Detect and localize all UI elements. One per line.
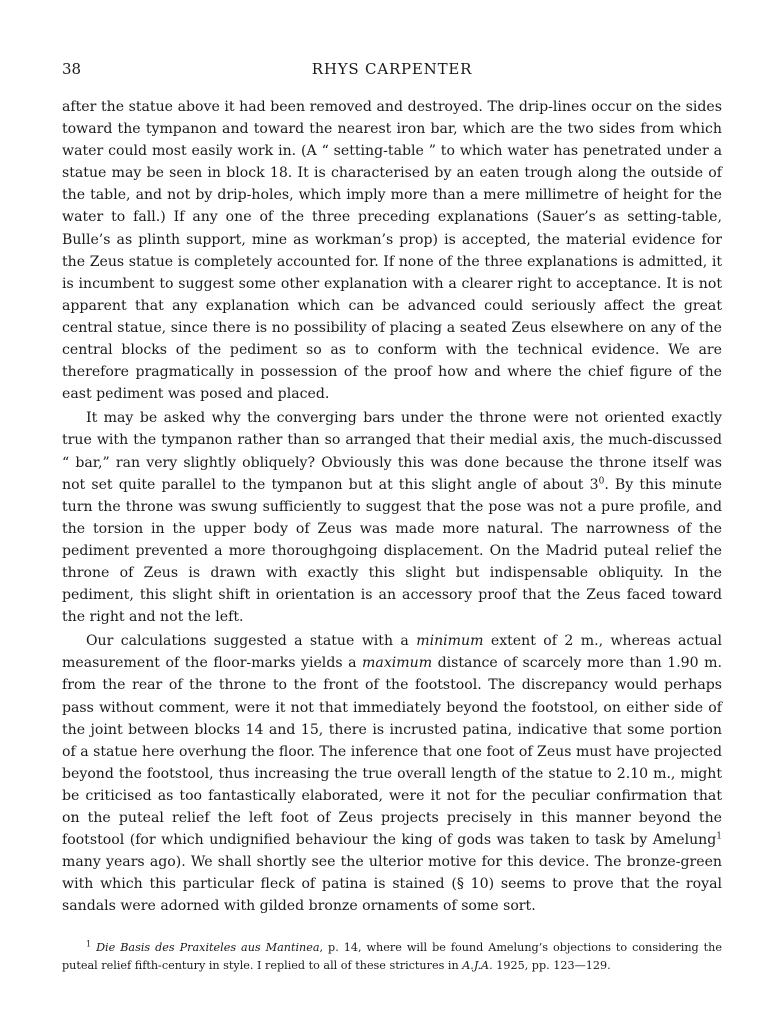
page-number: 38	[62, 60, 82, 78]
footnote-text-a: , p. 14, where will be found Amelung’s objections to considering the puteal relief fifth-century in style. I replied to all of these strictures in	[62, 941, 723, 972]
footnote-reference[interactable]: 1	[716, 831, 722, 842]
emphasis-maximum: maximum	[362, 655, 433, 672]
emphasis-minimum: minimum	[416, 633, 484, 650]
footnote	[62, 939, 722, 974]
body-text	[62, 96, 722, 917]
paragraph-3-text-b: extent of 2 m., whereas actual measurement of the floor-marks yields a	[62, 633, 722, 672]
paragraph-3	[62, 630, 722, 917]
paragraph-3-text-a: Our calculations suggested a statue with a	[86, 633, 417, 650]
footnote-text-b: 1925, pp. 123—129.	[492, 958, 611, 972]
degree-mark: 0	[598, 475, 605, 486]
paragraph-3-text-d: many years ago). We shall shortly see the ulterior motive for this device. The bronze-green with which this particular fleck of patina is stained (§ 10) seems to prove that the royal sandals were adorned with gilded bronze ornaments of some sort.	[62, 854, 722, 915]
running-title: RHYS CARPENTER	[311, 60, 473, 78]
paragraph-2-text-b: . By this minute turn the throne was swung sufficiently to suggest that the pose was not a pure profile, and the torsion in the upper body of Zeus was made more natural. The narrowness of the pediment prevented a more thoroughgoing displacement. On the Madrid puteal relief the throne of Zeus is drawn with exactly this slight but indispensable obliquity. In the pediment, this slight shift in orientation is an accessory proof that the Zeus faced toward the right and not the left.	[62, 476, 723, 626]
footnote-mark: 1	[86, 939, 92, 949]
paragraph-3-text-c: distance of scarcely more than 1.90 m. from the rear of the throne to the front of the footstool. The discrepancy would perhaps pass without comment, were it not that immediately beyond the footstool, on either side of the joint between blocks 14 and 15, there is incrusted patina, indicative that some portion of a statue here overhung the floor. The inference that one foot of Zeus must have projected beyond the footstool, thus increasing the true overall length of the statue to 2.10 m., might be criticised as too fantastically elaborated, were it not for the peculiar confirmation that on the puteal relief the left foot of Zeus projects precisely in this manner beyond the footstool (for which undignified behaviour the king of gods was taken to task by Amelung	[62, 655, 722, 849]
footnote-journal: A.J.A.	[462, 958, 493, 972]
page	[62, 60, 722, 974]
page-header	[62, 60, 722, 84]
paragraph-2	[62, 407, 722, 628]
footnote-title: Die Basis des Praxiteles aus Mantinea	[96, 941, 320, 955]
paragraph-1-text: after the statue above it had been removed and destroyed. The drip-lines occur on the sides toward the tympanon and toward the nearest iron bar, which are the two sides from which water could most easily work in. (A “ setting-table ” to which water has penetrated under a statue may be seen in block 18. It is characterised by an eaten trough along the outside of the table, and not by drip-holes, which imply more than a mere millimetre of height for the water to fall.) If any one of the three preceding explanations (Sauer’s as setting-table, Bulle’s as plinth support, mine as workman’s prop) is accepted, the material evidence for the Zeus statue is completely accounted for. If none of the three explanations is admitted, it is incumbent to suggest some other explanation with a clearer right to acceptance. It is not apparent that any explanation which can be advanced could seriously affect the great central statue, since there is no possibility of placing a seated Zeus elsewhere on any of the central blocks of the pediment so as to conform with the technical evidence. We are therefore pragmatically in possession of the proof how and where the chief figure of the east pediment was posed and placed.	[62, 99, 722, 403]
paragraph-1	[62, 96, 722, 405]
paragraph-2-text-a: It may be asked why the converging bars under the throne were not oriented exactly true with the tympanon rather than so arranged that their medial axis, the much-discussed “ bar,” ran very slightly obliquely? Obviously this was done because the throne itself was not set quite parallel to the tympanon but at this slight angle of about 3	[62, 410, 722, 493]
